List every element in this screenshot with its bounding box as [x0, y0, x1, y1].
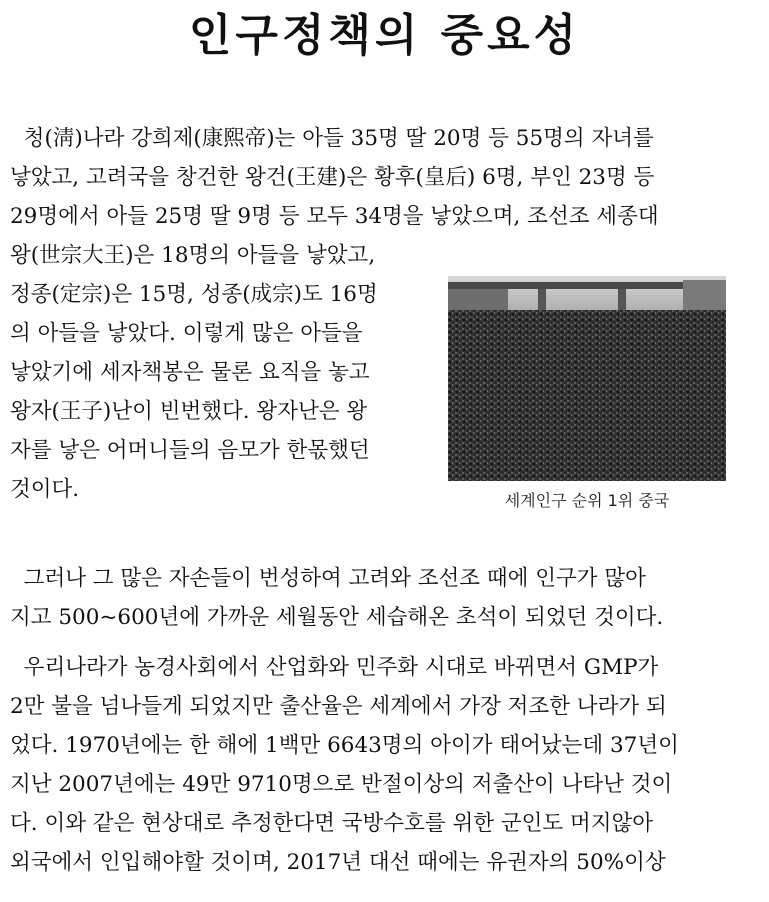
text-line: 의 아들을 낳았다. 이렇게 많은 아들을 — [10, 321, 363, 346]
text-line: 지고 500~600년에 가까운 세월동안 세습해온 초석이 되었던 것이다. — [10, 605, 664, 630]
crowd-photo-image — [448, 276, 726, 481]
text-line: 다. 이와 같은 현상대로 추정한다면 국방수호를 위한 군인도 머지않아 — [10, 811, 654, 836]
text-line: 낳았고, 고려국을 창건한 왕건(王建)은 황후(皇后) 6명, 부인 23명 등 — [10, 165, 655, 190]
paragraph-3 — [10, 648, 679, 882]
crowd-photo — [448, 276, 726, 481]
text-line: 었다. 1970년에는 한 해에 1백만 6643명의 아이가 태어났는데 37년이 — [10, 733, 679, 758]
text-line: 29명에서 아들 25명 딸 9명 등 모두 34명을 낳았으며, 조선조 세종대 — [10, 204, 659, 229]
text-line: 청(淸)나라 강희제(康熙帝)는 아들 35명 딸 20명 등 55명의 자녀를 — [10, 126, 654, 151]
text-line: 지난 2007년에는 49만 9710명으로 반절이상의 저출산이 나타난 것이 — [10, 772, 673, 797]
photo-caption: 세계인구 순위 1위 중국 — [504, 491, 670, 510]
text-line: 자를 낳은 어머니들의 음모가 한몫했던 — [10, 438, 370, 463]
text-line: 정종(定宗)은 15명, 성종(成宗)도 16명 — [10, 282, 378, 307]
text-line: 우리나라가 농경사회에서 산업화와 민주화 시대로 바뀌면서 GMP가 — [10, 655, 659, 680]
text-line: 2만 불을 넘나들게 되었지만 출산율은 세계에서 가장 저조한 나라가 되 — [10, 694, 667, 719]
text-line: 것이다. — [10, 477, 80, 502]
paragraph-2 — [10, 559, 663, 637]
text-line: 왕자(王子)난이 빈번했다. 왕자난은 왕 — [10, 399, 368, 424]
text-line: 그러나 그 많은 자손들이 번성하여 고려와 조선조 때에 인구가 많아 — [10, 566, 646, 591]
text-line: 낳았기에 세자책봉은 물론 요직을 놓고 — [10, 360, 370, 385]
page-title: 인구정책의 중요성 — [188, 10, 581, 61]
text-line: 왕(世宗大王)은 18명의 아들을 낳았고, — [10, 243, 376, 268]
text-line: 외국에서 인입해야할 것이며, 2017년 대선 때에는 유권자의 50%이상 — [10, 850, 666, 875]
